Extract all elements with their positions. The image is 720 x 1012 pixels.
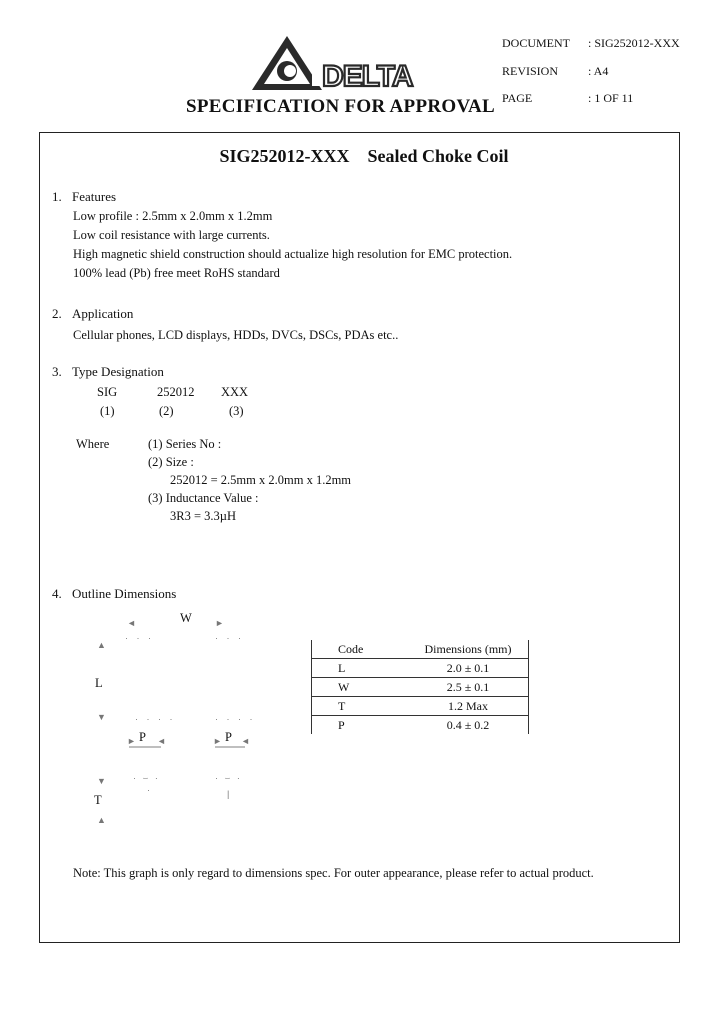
table-header-code: Code — [312, 640, 409, 659]
table-row: L 2.0 ± 0.1 — [312, 659, 529, 678]
type-part-value: XXX — [221, 385, 249, 399]
delta-logo — [250, 34, 435, 92]
svg-text:◄: ◄ — [241, 736, 250, 746]
feature-line: High magnetic shield construction should actualize high resolution for EMC protection. — [73, 247, 513, 261]
svg-text:·: · — [147, 785, 150, 795]
outline-heading: 4. Outline Dimensions — [52, 586, 177, 601]
feature-line: Low coil resistance with large currents. — [73, 228, 270, 242]
where-item: (3) Inductance Value : — [148, 491, 259, 505]
svg-text:►: ► — [213, 736, 222, 746]
dim-label-w: W — [180, 611, 192, 625]
features-list — [73, 207, 512, 282]
feature-line: 100% lead (Pb) free meet RoHS standard — [73, 266, 280, 280]
where-item-detail: 3R3 = 3.3µH — [170, 509, 236, 523]
dim-label-t: T — [94, 793, 102, 807]
features-heading: 1. Features — [52, 189, 117, 204]
where-label: Where — [76, 437, 110, 451]
svg-text:· ⌣ ·: · ⌣ · — [133, 773, 160, 783]
table-row: W 2.5 ± 0.1 — [312, 678, 529, 697]
svg-text:◄: ◄ — [127, 618, 136, 628]
note-text: Note: This graph is only regard to dimensions spec. For outer appearance, please refer to actual product. — [73, 866, 594, 880]
svg-text:▼: ▼ — [97, 712, 106, 722]
outline-drawing — [85, 605, 265, 830]
table-header-dimensions: Dimensions (mm) — [408, 640, 529, 659]
meta-revision: REVISION : A4 — [502, 63, 609, 78]
table-header-row — [312, 640, 529, 659]
application-heading: 2. Application — [52, 306, 134, 321]
svg-text:· · · ·: · · · · — [215, 714, 256, 724]
svg-text:· · ·: · · · — [215, 633, 244, 643]
type-index: (1) — [100, 404, 115, 418]
meta-page: PAGE : 1 OF 11 — [502, 91, 634, 105]
svg-text:◄: ◄ — [157, 736, 166, 746]
type-designation-heading: 3. Type Designation — [52, 364, 164, 379]
svg-text:►: ► — [215, 618, 224, 628]
spec-title: SPECIFICATION FOR APPROVAL — [186, 96, 496, 117]
dimensions-table — [311, 640, 529, 734]
feature-line: Low profile : 2.5mm x 2.0mm x 1.2mm — [73, 209, 273, 223]
dim-label-p: P — [139, 730, 146, 744]
type-part-series: SIG — [97, 385, 118, 399]
svg-text:▼: ▼ — [97, 776, 106, 786]
where-item-detail: 252012 = 2.5mm x 2.0mm x 1.2mm — [170, 473, 352, 487]
dim-label-l: L — [95, 676, 103, 690]
meta-document: DOCUMENT : SIG252012-XXX — [502, 36, 680, 50]
type-index: (3) — [229, 404, 244, 418]
svg-text:· ⌣ ·: · ⌣ · — [215, 773, 242, 783]
dim-label-p: P — [225, 730, 232, 744]
svg-text:▲: ▲ — [97, 815, 106, 825]
svg-text:|: | — [227, 789, 230, 799]
svg-text:· · ·: · · · — [125, 633, 154, 643]
document-title: SIG252012-XXX Sealed Choke Coil — [219, 146, 509, 166]
table-row: P 0.4 ± 0.2 — [312, 716, 529, 735]
type-part-size: 252012 — [157, 385, 195, 399]
logo-text: DELTA — [322, 60, 413, 92]
where-item: (1) Series No : — [148, 437, 222, 451]
svg-text:· · · ·: · · · · — [135, 714, 176, 724]
table-row: T 1.2 Max — [312, 697, 529, 716]
svg-text:►: ► — [127, 736, 136, 746]
svg-text:▲: ▲ — [97, 640, 106, 650]
document-meta — [502, 36, 680, 119]
type-index: (2) — [159, 404, 174, 418]
where-item: (2) Size : — [148, 455, 194, 469]
application-text: Cellular phones, LCD displays, HDDs, DVCs, DSCs, PDAs etc.. — [73, 328, 399, 342]
